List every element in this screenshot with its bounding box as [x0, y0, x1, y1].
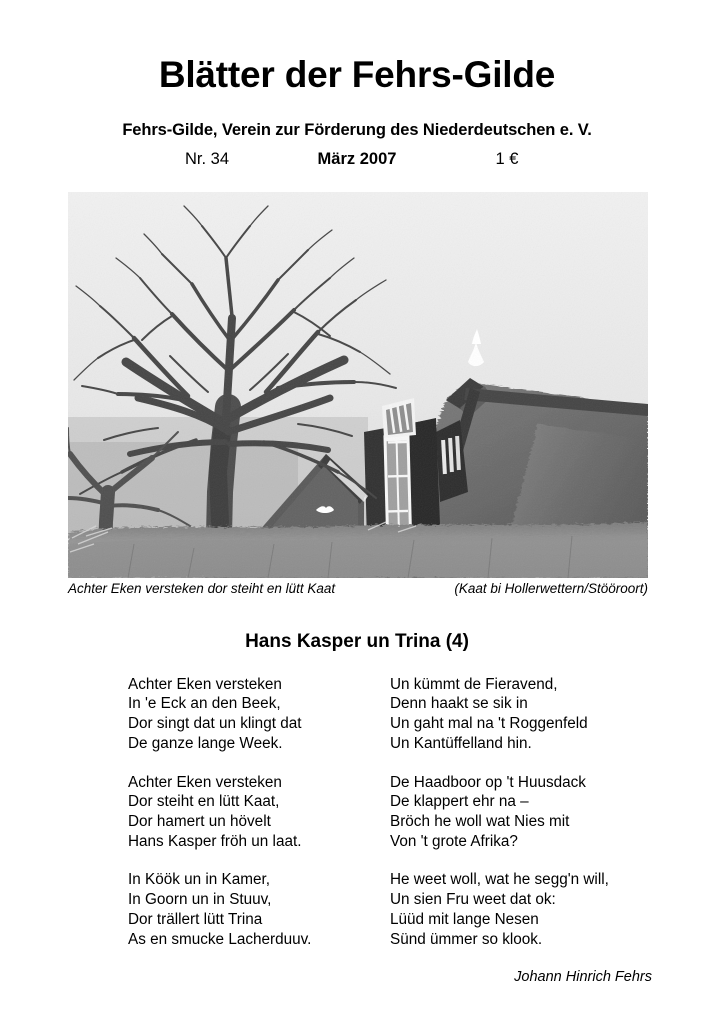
poem-stanza — [128, 675, 390, 754]
organisation-subtitle: Fehrs-Gilde, Verein zur Förderung des Niederdeutschen e. V. — [122, 120, 592, 139]
poem-line: De Haadboor op 't Huusdack — [390, 773, 586, 791]
issue-number: Nr. 34 — [184, 149, 230, 168]
poem-line: Achter Eken versteken — [128, 773, 282, 791]
poem-line: Dor hamert un hövelt — [128, 812, 271, 830]
poem-line: Un Kantüffelland hin. — [390, 734, 532, 752]
poem-line: Achter Eken versteken — [128, 675, 282, 693]
poem-line: He weet woll, wat he segg'n will, — [390, 871, 609, 889]
poem-line: In Köök un in Kamer, — [128, 871, 271, 889]
journal-title: Blätter der Fehrs-Gilde — [158, 54, 556, 95]
photo-caption-left: Achter Eken versteken dor steiht en lütt Kaat — [68, 581, 336, 596]
poem-stanza — [128, 870, 390, 949]
poem-stanza — [390, 773, 652, 852]
photo-caption-right: (Kaat bi Hollerwettern/Stööroort) — [454, 581, 648, 596]
cottage-and-tree-illustration — [68, 192, 648, 578]
issue-info-line — [0, 150, 714, 169]
poem-line: Bröch he woll wat Nies mit — [390, 812, 570, 830]
poem-line: Hans Kasper fröh un laat. — [128, 832, 302, 850]
poem-stanza — [390, 870, 652, 949]
poem-line: De klappert ehr na – — [390, 793, 529, 811]
poem-line: Dor trällert lütt Trina — [128, 910, 263, 928]
cover-photograph — [68, 192, 648, 578]
poem-line: Sünd ümmer so klook. — [390, 930, 543, 948]
poem-line: De ganze lange Week. — [128, 734, 283, 752]
poem-line: Von 't grote Afrika? — [390, 832, 518, 850]
poem-line: Lüüd mit lange Nesen — [390, 910, 539, 928]
poem-line: Un sien Fru weet dat ok: — [390, 891, 556, 909]
masthead — [0, 0, 714, 169]
poem-line: Un kümmt de Fieravend, — [390, 675, 558, 693]
issue-price: 1 € — [495, 149, 519, 168]
poem-columns — [0, 675, 714, 988]
poem-line: Denn haakt se sik in — [390, 695, 528, 713]
poem-line: In 'e Eck an den Beek, — [128, 695, 281, 713]
poem-line: Un gaht mal na 't Roggenfeld — [390, 715, 588, 733]
poem-title: Hans Kasper un Trina (4) — [245, 630, 469, 652]
poem-line: In Goorn un in Stuuv, — [128, 891, 272, 909]
cover-photo-figure — [68, 192, 648, 596]
poem-attribution: Johann Hinrich Fehrs — [514, 969, 652, 986]
poem-line: Dor singt dat un klingt dat — [128, 715, 302, 733]
photo-caption — [68, 581, 648, 596]
poem-line: Dor steiht en lütt Kaat, — [128, 793, 280, 811]
issue-date: März 2007 — [317, 149, 397, 168]
poem-column-right — [390, 675, 652, 988]
poem-line: As en smucke Lacherduuv. — [128, 930, 312, 948]
poem-section — [0, 615, 714, 988]
poem-stanza — [128, 773, 390, 852]
poem-column-left — [128, 675, 390, 988]
poem-stanza — [390, 675, 652, 754]
